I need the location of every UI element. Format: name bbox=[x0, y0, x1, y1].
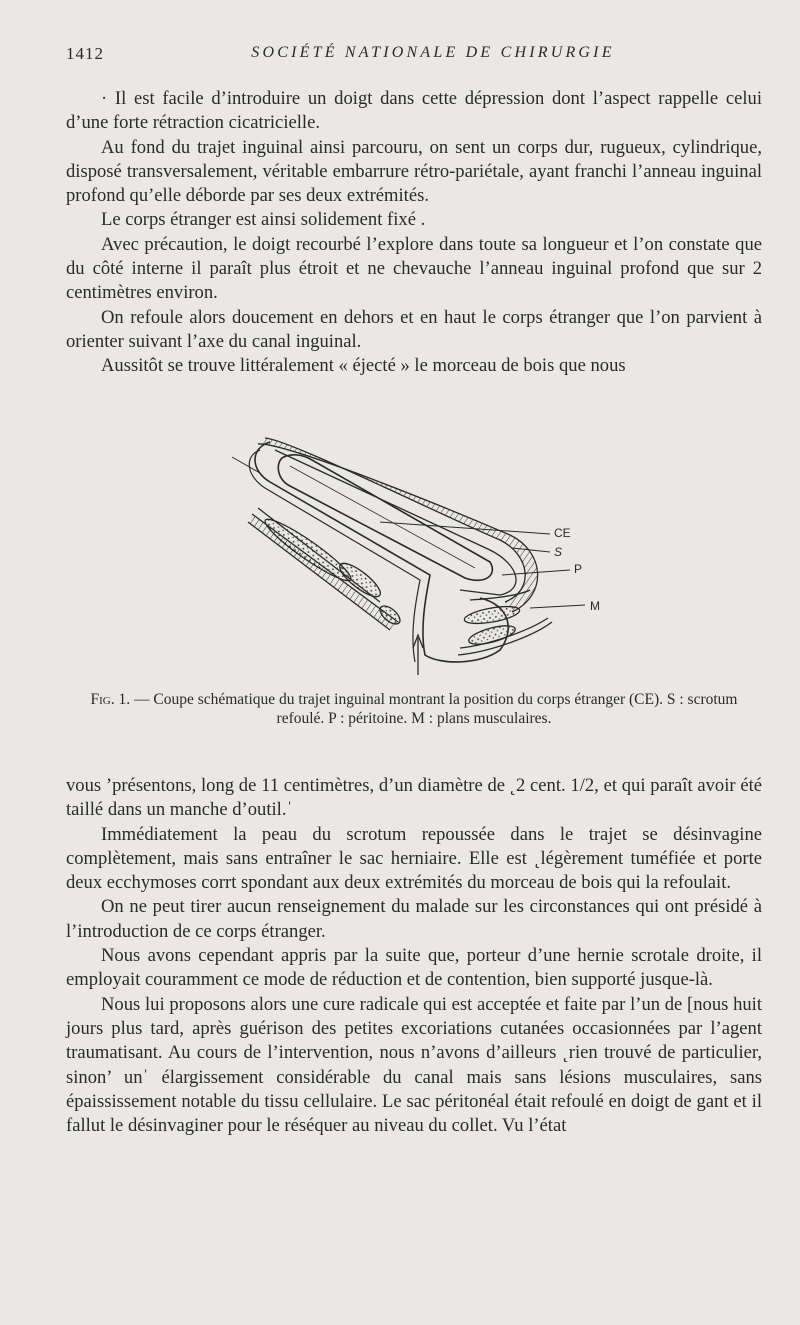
figure-label: Fig. 1. bbox=[90, 691, 131, 708]
inguinal-diagram bbox=[230, 430, 620, 675]
inguinal-section-figure bbox=[230, 430, 620, 675]
paragraph: Immédiatement la peau du scrotum repoussée dans le trajet se désinvagine complètement, mais sans entraîner le sac herniaire. Elle est ˛légèrement tuméfiée et porte deux ecchymoses corrt spondant aux deux extrémités du morceau de bois qui la refoulait. bbox=[66, 823, 762, 894]
paragraph: On ne peut tirer aucun renseignement du malade sur les circonstances qui ont présidé à l’introduction de ce corps étranger. bbox=[66, 896, 762, 942]
page-header bbox=[66, 44, 760, 68]
paragraph: Aussitôt se trouve littéralement « éjecté » le morceau de bois que nous bbox=[101, 355, 626, 377]
paragraph: Le corps étranger est ainsi solidement fixé . bbox=[101, 209, 426, 231]
paragraph: Nous lui proposons alors une cure radicale qui est acceptée et faite par l’un de [nous huit jours plus tard, après guérison des petites excoriations cutanées occasionnées par l’agent traumatisant. Au cours de l’intervention, nous n’avons d’ailleurs ˛rien trouvé de particulier, sinon’ unˈ élargissement considérable du canal mais sans lésions musculaires, sans épaississement notable du tissu cellulaire. Le sac péritonéal était refoulé en doigt de gant et il fallut le désinvaginer pour le réséquer au niveau du collet. Vu l’état bbox=[66, 993, 762, 1137]
label-s: S bbox=[554, 545, 563, 559]
paragraph: vous ’présentons, long de 11 centimètres, d’un diamètre de ˛2 cent. 1/2, et qui paraît avoir été taillé dans un manche d’outil.ˈ bbox=[66, 775, 762, 821]
running-title: SOCIÉTÉ NATIONALE DE CHIRURGIE bbox=[251, 44, 615, 61]
paragraph: Avec précaution, le doigt recourbé l’explore dans toute sa longueur et l’on constate que du côté interne il paraît plus étroit et ne chevauche l’anneau inguinal profond que sur 2 centimètres environ. bbox=[66, 233, 762, 304]
paragraph: Nous avons cependant appris par la suite que, porteur d’une hernie scrotale droite, il employait couramment ce mode de réduction et de contention, bien supporté jusque-là. bbox=[66, 945, 762, 991]
paragraph: On refoule alors doucement en dehors et en haut le corps étranger que l’on parvient à orienter suivant l’axe du canal inguinal. bbox=[66, 306, 762, 352]
label-ce: CE bbox=[554, 526, 571, 540]
label-p: P bbox=[574, 562, 583, 576]
label-m: M bbox=[590, 599, 600, 613]
body-text-top bbox=[66, 87, 762, 379]
body-text-bottom bbox=[66, 774, 762, 1138]
paragraph: Au fond du trajet inguinal ainsi parcouru, on sent un corps dur, rugueux, cylindrique, disposé transversalement, véritable embarrure rétro-pariétale, ayant franchi l’anneau inguinal profond qu’elle déborde par ses deux extrémités. bbox=[66, 136, 762, 207]
caption-text: — Coupe schématique du trajet inguinal montrant la position du corps étranger (CE). S : scrotum refoulé. P : péritoine. M : plans musculaires. bbox=[133, 691, 738, 727]
paragraph: · Il est facile d’introduire un doigt dans cette dépression dont l’aspect rappelle celui d’une forte rétraction cicatricielle. bbox=[66, 88, 762, 134]
figure-caption bbox=[66, 690, 762, 728]
page-number: 1412 bbox=[66, 44, 104, 63]
